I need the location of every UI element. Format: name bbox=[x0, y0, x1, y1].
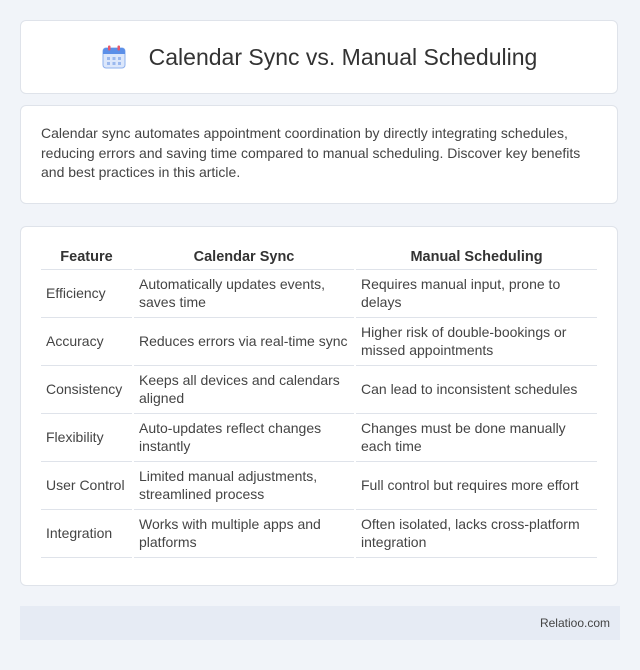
page-title: Calendar Sync vs. Manual Scheduling bbox=[148, 43, 538, 70]
intro-text: Calendar sync automates appointment coordination by directly integrating schedules, reducing errors and saving time compared to manual scheduling. Discover key benefits and best practices in this article. bbox=[41, 125, 581, 180]
header-calendar-sync: Calendar Sync bbox=[134, 245, 354, 270]
feature-cell: Flexibility bbox=[41, 414, 132, 462]
feature-cell: User Control bbox=[41, 462, 132, 510]
feature-cell: Consistency bbox=[41, 366, 132, 414]
intro-card bbox=[20, 105, 618, 204]
calendar-sync-cell: Auto-updates reflect changes instantly bbox=[134, 414, 354, 462]
calendar-sync-cell: Reduces errors via real-time sync bbox=[134, 318, 354, 366]
comparison-table bbox=[39, 245, 599, 558]
calendar-sync-cell: Works with multiple apps and platforms bbox=[134, 510, 354, 558]
manual-scheduling-cell: Higher risk of double-bookings or missed appointments bbox=[356, 318, 597, 366]
footer bbox=[20, 606, 620, 640]
table-row bbox=[41, 414, 597, 462]
manual-scheduling-cell: Often isolated, lacks cross-platform integration bbox=[356, 510, 597, 558]
calendar-sync-cell: Limited manual adjustments, streamlined process bbox=[134, 462, 354, 510]
manual-scheduling-cell: Requires manual input, prone to delays bbox=[356, 270, 597, 318]
table-row bbox=[41, 366, 597, 414]
footer-brand: Relatioo.com bbox=[539, 616, 610, 630]
header-feature: Feature bbox=[41, 245, 132, 270]
feature-cell: Efficiency bbox=[41, 270, 132, 318]
table-row bbox=[41, 270, 597, 318]
table-row bbox=[41, 318, 597, 366]
header-manual-scheduling: Manual Scheduling bbox=[356, 245, 597, 270]
manual-scheduling-cell: Can lead to inconsistent schedules bbox=[356, 366, 597, 414]
feature-cell: Accuracy bbox=[41, 318, 132, 366]
title-card bbox=[20, 20, 618, 94]
table-row bbox=[41, 462, 597, 510]
comparison-table-card bbox=[20, 226, 618, 586]
calendar-sync-cell: Automatically updates events, saves time bbox=[134, 270, 354, 318]
manual-scheduling-cell: Changes must be done manually each time bbox=[356, 414, 597, 462]
table-row bbox=[41, 510, 597, 558]
calendar-sync-cell: Keeps all devices and calendars aligned bbox=[134, 366, 354, 414]
feature-cell: Integration bbox=[41, 510, 132, 558]
calendar-icon bbox=[101, 44, 127, 70]
manual-scheduling-cell: Full control but requires more effort bbox=[356, 462, 597, 510]
table-header-row bbox=[41, 245, 597, 270]
